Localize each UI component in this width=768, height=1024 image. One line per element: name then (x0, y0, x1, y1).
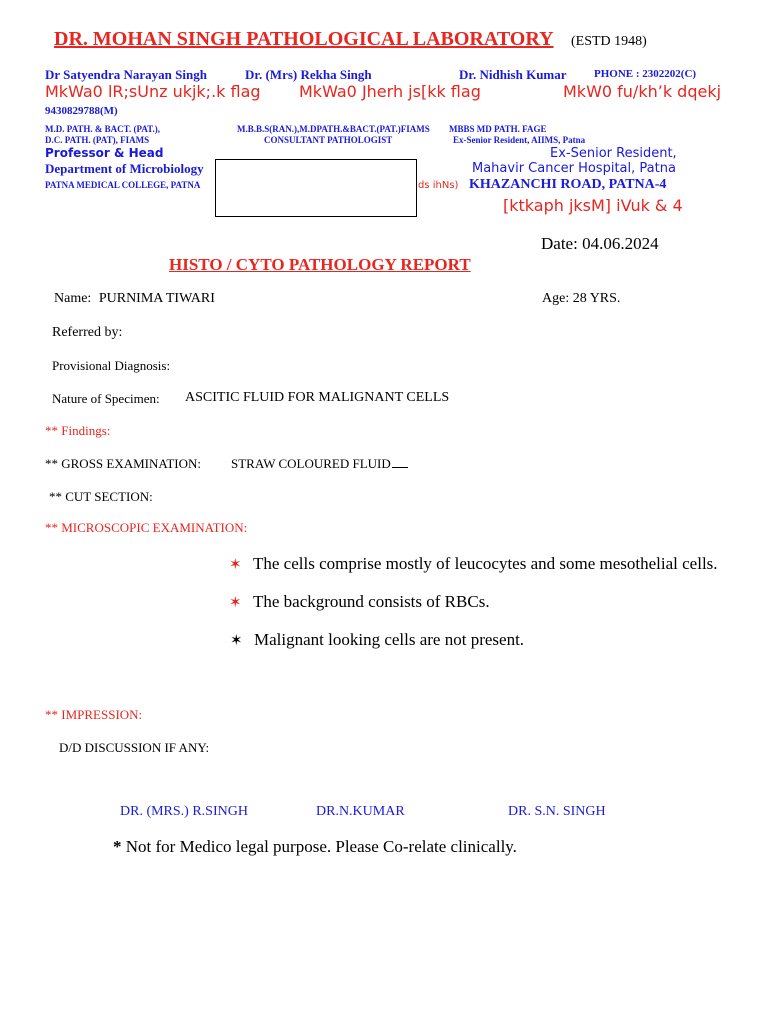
stamp-box (215, 159, 417, 217)
qualification-3b: Ex-Senior Resident, AIIMS, Patna (453, 135, 586, 145)
phone-number: PHONE : 2302202(C) (594, 68, 697, 80)
qualification-3c: Ex-Senior Resident, (550, 146, 677, 161)
patient-name-row (54, 291, 215, 307)
address-hindi: [ktkaph jksM] iVuk & 4 (503, 196, 683, 215)
address: KHAZANCHI ROAD, PATNA-4 (469, 177, 667, 192)
gross-label: ** GROSS EXAMINATION: (45, 456, 202, 471)
provisional-diagnosis: Provisional Diagnosis: (52, 358, 171, 373)
qualification-2b: CONSULTANT PATHOLOGIST (264, 135, 393, 145)
hindi-fragment: ds ihNs) (418, 180, 459, 191)
signature-rsingh: DR. (MRS.) R.SINGH (120, 804, 248, 819)
patient-age: Age: 28 YRS. (542, 291, 621, 306)
doctor-hindi-2: MkWa0 Jherh js[kk flag (299, 82, 481, 101)
college-1: PATNA MEDICAL COLLEGE, PATNA (45, 180, 201, 190)
star-bullet-icon: ✶ (230, 631, 243, 649)
gross-value-text: STRAW COLOURED FLUID (231, 456, 391, 471)
impression-heading: ** IMPRESSION: (45, 707, 143, 722)
micro-item (229, 554, 718, 574)
disclaimer-star: * (113, 837, 122, 856)
signature-nkumar: DR.N.KUMAR (316, 804, 405, 819)
doctor-hindi-3: MkW0 fu/kh’k dqekj (563, 82, 722, 101)
mobile-number: 9430829788(M) (45, 105, 118, 117)
micro-item-text: Malignant looking cells are not present. (254, 630, 525, 649)
star-bullet-icon: ✶ (229, 555, 242, 573)
dd-discussion: D/D DISCUSSION IF ANY: (59, 740, 210, 755)
micro-item (230, 630, 524, 650)
referred-by: Referred by: (52, 325, 123, 340)
qualification-3a: MBBS MD PATH. FAGE (449, 124, 547, 134)
specimen-label: Nature of Specimen: (52, 391, 160, 406)
signature-snsingh: DR. S.N. SINGH (508, 804, 606, 819)
report-title: HISTO / CYTO PATHOLOGY REPORT (169, 255, 471, 274)
department-1: Department of Microbiology (45, 161, 204, 176)
established-year: (ESTD 1948) (571, 34, 647, 49)
report-date: Date: 04.06.2024 (541, 234, 659, 253)
microscopic-heading: ** MICROSCOPIC EXAMINATION: (45, 520, 248, 535)
micro-item-text: The background consists of RBCs. (253, 592, 490, 611)
lab-title: DR. MOHAN SINGH PATHOLOGICAL LABORATORY (54, 28, 554, 50)
doctor-name-3: Dr. Nidhish Kumar (459, 67, 567, 82)
disclaimer (113, 837, 517, 857)
patient-name-value: PURNIMA TIWARI (98, 291, 215, 306)
disclaimer-text: Not for Medico legal purpose. Please Co-relate clinically. (125, 837, 517, 856)
cut-section: ** CUT SECTION: (49, 489, 153, 504)
qualification-3d: Mahavir Cancer Hospital, Patna (472, 161, 676, 176)
doctor-hindi-1: MkWa0 lR;sUnz ukjk;.k flag (45, 82, 261, 101)
doctor-name-2: Dr. (Mrs) Rekha Singh (245, 67, 372, 82)
designation-1: Professor & Head (45, 146, 164, 160)
micro-item (229, 592, 490, 612)
micro-item-text: The cells comprise mostly of leucocytes and some mesothelial cells. (253, 554, 718, 573)
qualification-1a: M.D. PATH. & BACT. (PAT.), (45, 124, 160, 134)
qualification-1b: D.C. PATH. (PAT), FIAMS (45, 135, 150, 145)
patient-name-label: Name: (54, 291, 92, 306)
findings-heading: ** Findings: (45, 423, 111, 438)
star-bullet-icon: ✶ (229, 593, 242, 611)
gross-value (231, 456, 408, 472)
specimen-value: ASCITIC FLUID FOR MALIGNANT CELLS (185, 390, 450, 405)
doctor-name-1: Dr Satyendra Narayan Singh (45, 67, 207, 82)
qualification-2a: M.B.B.S(RAN.),M.DPATH.&BACT.(PAT.)FIAMS (237, 124, 430, 134)
